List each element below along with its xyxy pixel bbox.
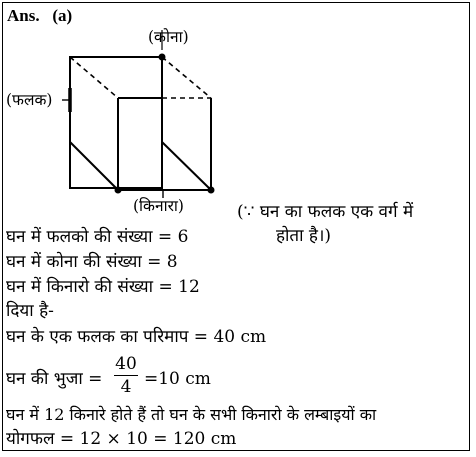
sum-line-1: घन में 12 किनारे होते हैं तो घन के सभी किनारो के लम्बाइयों का	[6, 405, 377, 424]
ans-text: Ans.	[7, 6, 40, 25]
side-result: =10 cm	[144, 369, 211, 389]
given-label: दिया है-	[6, 301, 54, 321]
cube-hidden-edge-2	[162, 57, 211, 98]
fraction-denominator: 4	[120, 377, 132, 397]
vertex-dot	[208, 187, 215, 194]
cube-connect-edge-bottom-left	[70, 142, 118, 190]
side-prefix: घन की भुजा =	[6, 369, 103, 389]
corners-count: घन में कोना की संख्या = 8	[6, 252, 178, 272]
faces-count: घन में फलको की संख्या = 6	[6, 227, 189, 247]
cube-connect-edge-bottom-right	[162, 142, 211, 190]
vertex-dot	[115, 187, 122, 194]
sum-line-2: योगफल = 12 × 10 = 120 cm	[6, 429, 237, 449]
cube-hidden-edge-1	[70, 57, 118, 98]
note-line-1: (∵ घन का फलक एक वर्ग में	[237, 202, 414, 222]
option-text: (a)	[52, 6, 73, 25]
corner-label: (कोना)	[148, 28, 189, 46]
perimeter-line: घन के एक फलक का परिमाप = 40 cm	[6, 327, 267, 347]
face-label: (फलक)	[6, 91, 53, 109]
fraction-numerator: 40	[115, 354, 137, 374]
corner-dot	[159, 54, 166, 61]
side-fraction	[114, 354, 138, 397]
fraction-bar	[114, 375, 138, 376]
note-line-2: होता है।)	[276, 226, 332, 246]
cube-front-face	[70, 57, 162, 188]
edge-label: (किनारा)	[133, 197, 184, 215]
edges-count: घन में किनारो की संख्या = 12	[6, 277, 200, 297]
